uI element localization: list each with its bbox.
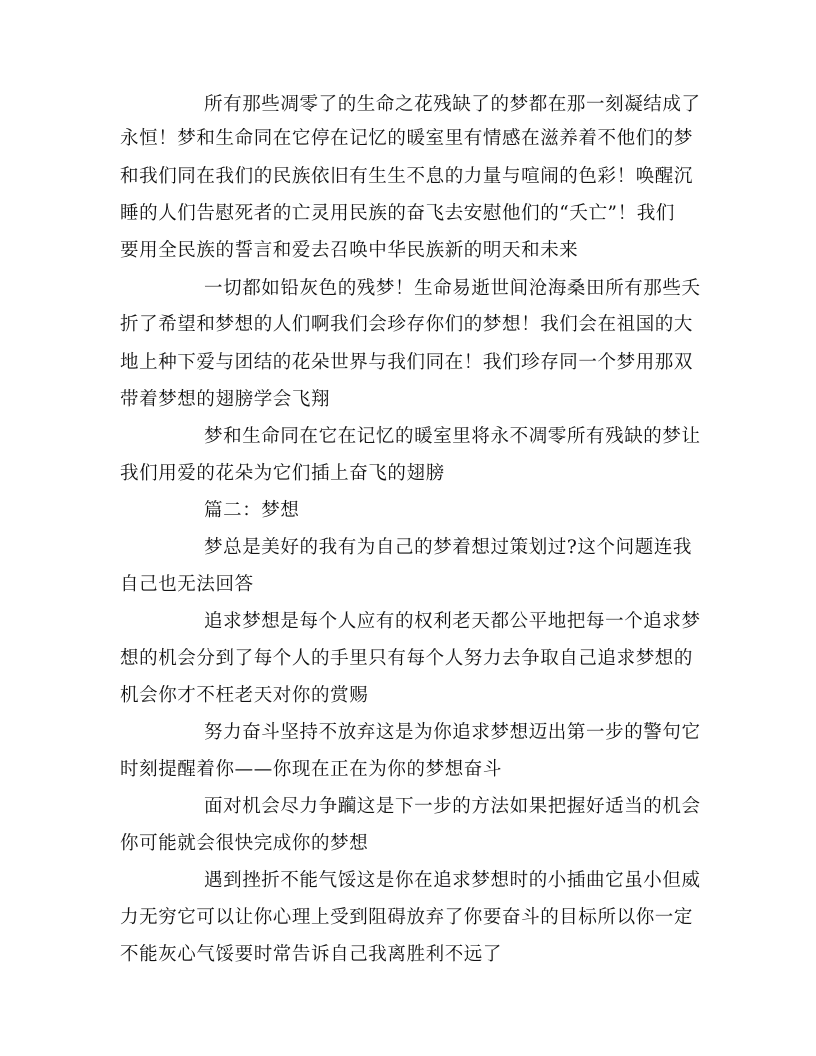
paragraph-5-line-2: 自己也无法回答 <box>120 574 254 595</box>
paragraph-2-line-2: 折了希望和梦想的人们啊我们会珍存你们的梦想！我们会在祖国的大 <box>120 314 694 335</box>
paragraph-9-line-2: 力无穷它可以让你心理上受到阻碍放弃了你要奋斗的目标所以你一定 <box>120 907 694 928</box>
paragraph-9-line-3: 不能灰心气馁要时常告诉自己我离胜利不远了 <box>120 944 503 965</box>
paragraph-7-line-1: 努力奋斗坚持不放弃这是为你追求梦想迈出第一步的警句它 <box>204 722 701 743</box>
paragraph-2-line-4: 带着梦想的翅膀学会飞翔 <box>120 389 331 410</box>
paragraph-1-line-1: 所有那些凋零了的生命之花残缺了的梦都在那一刻凝结成了 <box>204 94 701 115</box>
paragraph-2-line-3: 地上种下爱与团结的花朵世界与我们同在！我们珍存同一个梦用那双 <box>120 352 694 373</box>
section-heading: 篇二：梦想 <box>204 500 300 521</box>
paragraph-8-line-2: 你可能就会很快完成你的梦想 <box>120 833 369 854</box>
paragraph-1-line-4: 睡的人们告慰死者的亡灵用民族的奋飞去安慰他们的“夭亡”！我们 <box>120 203 675 224</box>
paragraph-1-line-3: 和我们同在我们的民族依旧有生生不息的力量与喧闹的色彩！唤醒沉 <box>120 166 694 187</box>
paragraph-2-line-1: 一切都如铅灰色的残梦！生命易逝世间沧海桑田所有那些夭 <box>204 278 701 299</box>
paragraph-1-line-2: 永恒！梦和生命同在它停在记忆的暖室里有情感在滋养着不他们的梦 <box>120 128 694 149</box>
paragraph-9-line-1: 遇到挫折不能气馁这是你在追求梦想时的小插曲它虽小但威 <box>204 870 701 891</box>
paragraph-5-line-1: 梦总是美好的我有为自己的梦着想过策划过?这个问题连我 <box>204 537 693 558</box>
paragraph-1-line-5: 要用全民族的誓言和爱去召唤中华民族新的明天和未来 <box>120 240 579 261</box>
paragraph-6-line-3: 机会你才不枉老天对你的赏赐 <box>120 685 369 706</box>
paragraph-8-line-1: 面对机会尽力争躏这是下一步的方法如果把握好适当的机会 <box>204 796 701 817</box>
paragraph-6-line-2: 想的机会分到了每个人的手里只有每个人努力去争取自己追求梦想的 <box>120 648 694 669</box>
paragraph-3-line-2: 我们用爱的花朵为它们插上奋飞的翅膀 <box>120 463 445 484</box>
paragraph-3-line-1: 梦和生命同在它在记忆的暖室里将永不凋零所有残缺的梦让 <box>204 426 701 447</box>
paragraph-6-line-1: 追求梦想是每个人应有的权利老天都公平地把每一个追求梦 <box>204 611 701 632</box>
paragraph-7-line-2: 时刻提醒着你——你现在正在为你的梦想奋斗 <box>120 759 503 780</box>
